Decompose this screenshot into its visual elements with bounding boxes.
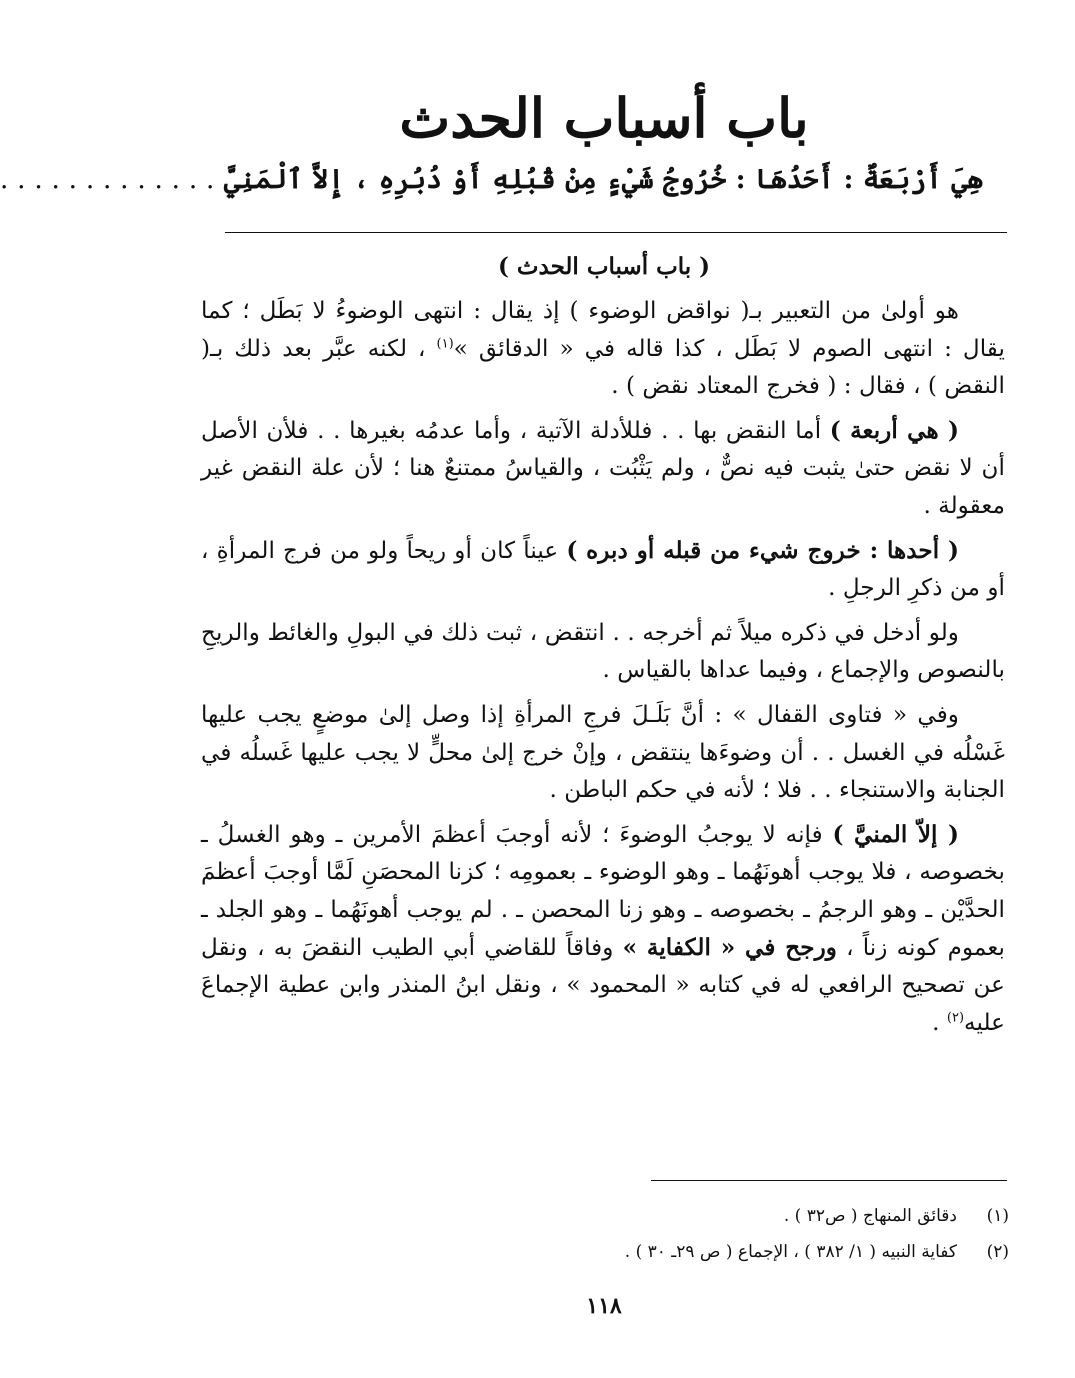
footnote-text: دقائق المنهاج ( ص٣٢ ) . bbox=[783, 1206, 957, 1226]
paragraph-3-text: عيناً كان أو ريحاً ولو من فرج المرأةِ ، أو من ذكرِ الرجلِ . bbox=[201, 536, 1005, 602]
paragraph-2 bbox=[201, 412, 1005, 525]
paragraph-1-text: هو أولىٰ من التعبير بـ( نواقض الوضوء ) إذ يقال : انتهى الوضوءُ لا بَطَل ؛ كما يقال : انتهى الصوم لا بَطَل ، كذا قاله في « الدقائق » bbox=[201, 297, 1005, 362]
separator-rule bbox=[225, 232, 1007, 233]
paragraph-1 bbox=[201, 292, 1005, 405]
paragraph-4-text: ولو أدخل في ذكره ميلاً ثم أخرجه . . انتقض ، ثبت ذلك في البولِ والغائط والريحِ بالنصوص والإجماع ، وفيما عداها بالقياس . bbox=[201, 618, 1005, 684]
footnote-text: كفاية النبيه ( ١/ ٣٨٢ ) ، الإجماع ( ص ٢٩ـ ٣٠ ) . bbox=[624, 1242, 957, 1262]
paragraph-6-text2: وفاقاً للقاضي أبي الطيب النقضَ به ، ونقل عن تصحيح الرافعي له في كتابه « المحمود » ، ونقل ابنُ المنذر وابن عطية الإجماعَ عليه bbox=[201, 933, 1005, 1036]
commentary-body bbox=[201, 292, 1005, 1048]
matn-text: هِيَ أَرْبَعَةٌ : أَحَدُهَا : خُرُوجُ شَيْءٍ مِنْ قُبُلِهِ أَوْ دُبُرِهِ ، إِلاَّ ٱلْمَنِيَّ bbox=[223, 164, 983, 195]
paragraph-6-text: فإنه لا يوجبُ الوضوءَ ؛ لأنه أوجبَ أعظمَ الأمرين ـ وهو الغسلُ ـ بخصوصه ، فلا يوجب أهونَهُما ـ وهو الوضوء ـ بعمومِه ؛ كزنا المحصَنِ لَمَّا أوجبَ أعظمَ الحدَّيْن ـ وهو الرجمُ ـ بخصوصه ـ وهو زنا المحصن ـ . لم يوجب أهونَهُما ـ وهو الجلد ـ بعموم كونه زناً ، bbox=[201, 820, 1006, 961]
footnotes bbox=[229, 1198, 1009, 1270]
footnote-rule bbox=[651, 1180, 1007, 1181]
paragraph-3 bbox=[201, 532, 1005, 607]
paragraph-6 bbox=[201, 816, 1005, 1042]
footnote-number: (٢) bbox=[986, 1242, 1009, 1262]
section-heading: ( باب أسباب الحدث ) bbox=[497, 253, 711, 280]
paragraph-1-rest: ، لكنه عبَّر بعد ذلك بـ( النقض ) ، فقال : ( فخرج المعتاد نقض ) . bbox=[201, 334, 1005, 400]
paragraph-2-text: أما النقض بها . . فللأدلة الآتية ، وأما عدمُه بغيرها . . فلأن الأصل أن لا نقض حتىٰ يثبت فيه نصٌّ ، ولم يَثْبُت ، والقياسُ ممتنعٌ هنا ؛ لأن علة النقض غير معقولة . bbox=[201, 416, 1005, 519]
footnote-ref-2[interactable]: (٢) bbox=[946, 1009, 965, 1025]
paragraph-6-lead: ( إلاّ المنيَّ ) bbox=[832, 820, 959, 848]
footnote-number: (١) bbox=[986, 1206, 1009, 1226]
paragraph-5-text: وفي « فتاوى القفال » : أنَّ بَلَـلَ فرجِ المرأةِ إذا وصل إلىٰ موضعٍ يجب عليها غَسْلُه في الغسل . . أن وضوءَها ينتقض ، وإنْ خرج إلىٰ محلٍّ لا يجب عليها غَسلُه في الجنابة والاستنجاء . . فلا ؛ لأنه في حكم الباطن . bbox=[201, 700, 1005, 804]
paragraph-2-lead: ( هي أربعة ) bbox=[829, 416, 959, 444]
page-number: ١١٨ bbox=[586, 1293, 622, 1319]
footnote-2 bbox=[229, 1234, 1009, 1270]
paragraph-4 bbox=[201, 614, 1005, 689]
paragraph-6-bold: ورجح في « الكفاية » bbox=[622, 933, 837, 961]
matn-line bbox=[0, 158, 983, 202]
paragraph-5 bbox=[201, 696, 1005, 809]
paragraph-3-lead: ( أحدها : خروج شيء من قبله أو دبره ) bbox=[566, 536, 959, 564]
footnote-ref-1[interactable]: (١) bbox=[436, 335, 454, 351]
chapter-title: باب أسباب الحدث bbox=[399, 86, 809, 150]
matn-dots: . . . . . . . . . . . . . bbox=[0, 164, 215, 195]
footnote-1 bbox=[229, 1198, 1009, 1234]
paragraph-6-end: . bbox=[932, 1008, 947, 1036]
